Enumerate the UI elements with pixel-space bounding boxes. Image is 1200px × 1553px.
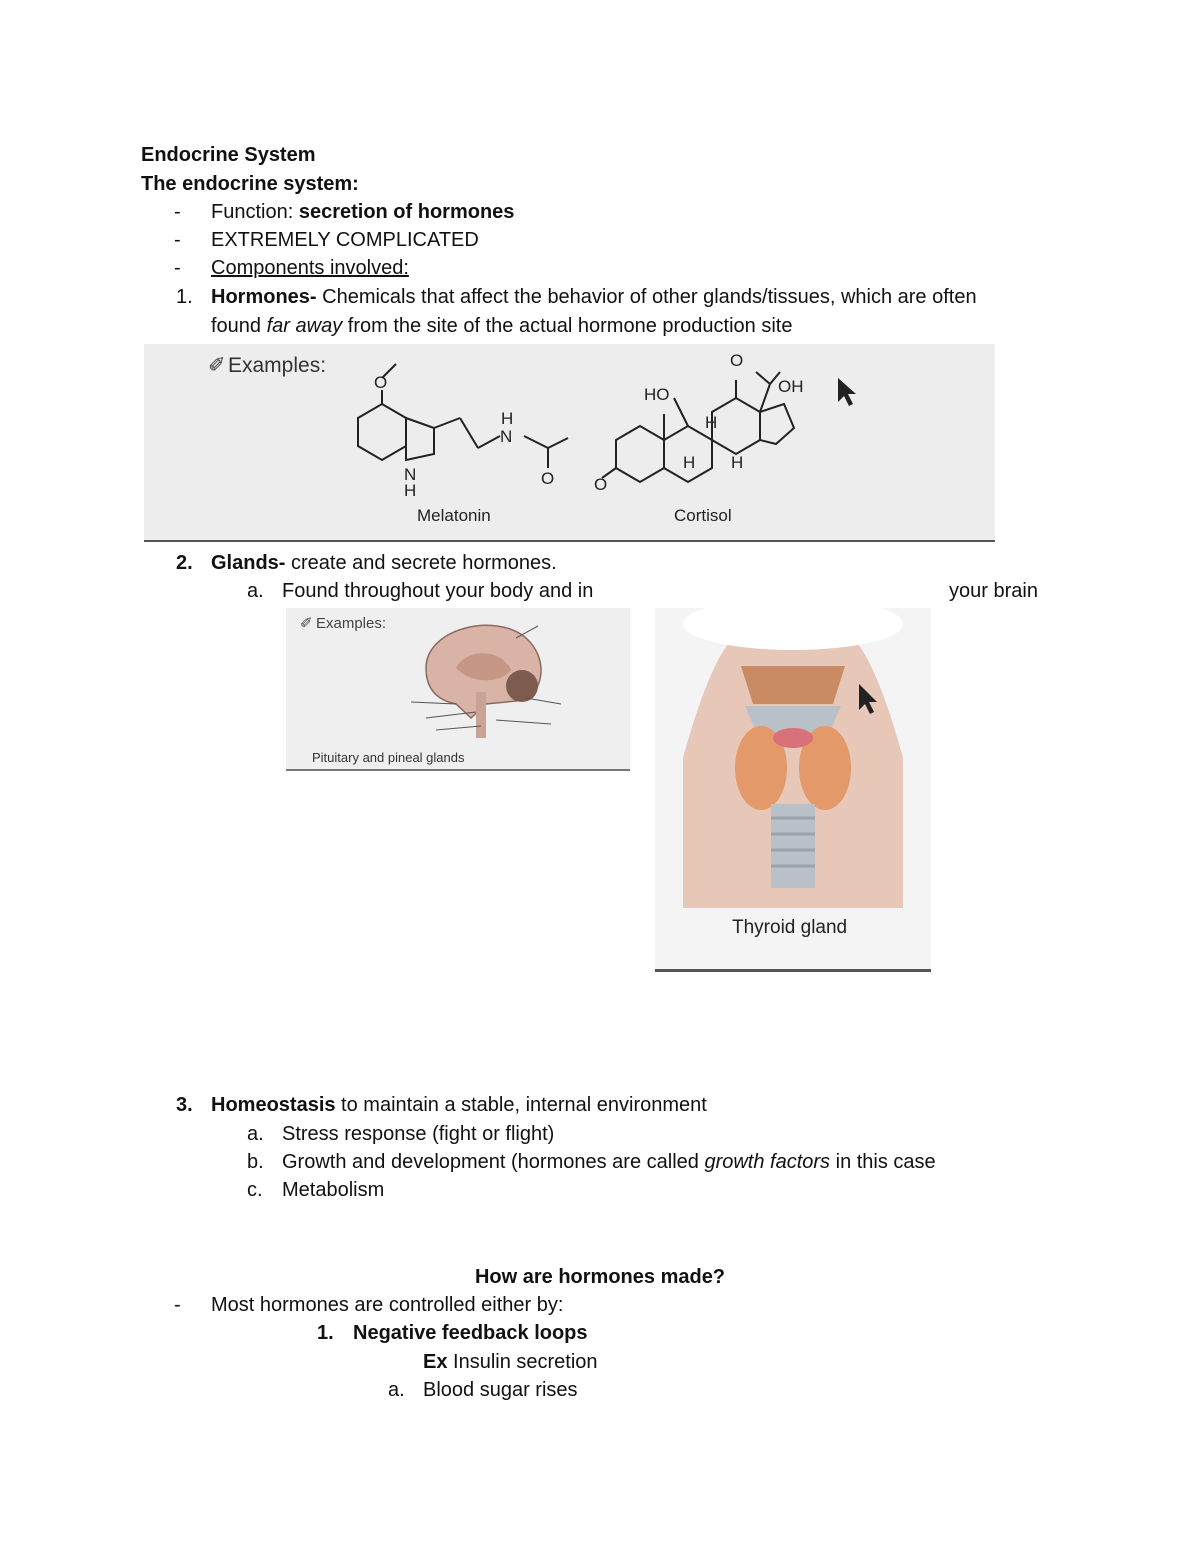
control-intro: Most hormones are controlled either by: <box>211 1294 564 1316</box>
hormones-text: from the site of the actual hormone production site <box>342 315 793 337</box>
examples-label: Examples: <box>228 354 327 377</box>
page-subtitle: The endocrine system: <box>141 173 359 195</box>
page-title: Endocrine System <box>141 144 316 166</box>
bullet-function <box>211 200 514 224</box>
hormones-definition <box>211 285 977 309</box>
example-label: Ex <box>423 1351 448 1373</box>
atom-label: O <box>594 475 608 494</box>
chin-shape <box>683 608 903 650</box>
sub-marker: a. <box>247 580 264 602</box>
sub-marker: a. <box>388 1379 405 1401</box>
hormones-definition-cont <box>211 314 792 338</box>
list-number: 3. <box>176 1094 193 1116</box>
growth-text: Growth and development (hormones are called <box>282 1151 705 1173</box>
metabolism: Metabolism <box>282 1179 385 1201</box>
atom-label: O <box>374 373 388 392</box>
atom-label: HO <box>644 385 670 404</box>
growth-text: in this case <box>830 1151 936 1173</box>
glands-sub-a: Found throughout your body and in <box>282 580 594 602</box>
glands-sub-a-tail: your brain <box>949 580 1038 602</box>
growth-factors-emphasis: growth factors <box>704 1151 831 1173</box>
stress-response: Stress response (fight or flight) <box>282 1123 555 1145</box>
bullet-dash: - <box>174 201 181 223</box>
bullet-complicated: EXTREMELY COMPLICATED <box>211 229 479 251</box>
hormones-text: found <box>211 315 267 337</box>
molecule-diagram <box>144 344 995 540</box>
growth-development <box>282 1150 936 1174</box>
bullet-components: Components involved: <box>211 257 409 279</box>
brainstem-shape <box>476 692 486 738</box>
melatonin-label: Melatonin <box>417 506 491 525</box>
homeostasis-definition <box>211 1093 707 1117</box>
insulin-example <box>423 1350 598 1374</box>
atom-label: H <box>683 453 696 472</box>
thyroid-figure <box>655 608 931 972</box>
hormones-text: Chemicals that affect the behavior of other glands/tissues, which are often <box>316 286 977 308</box>
glands-term: Glands- <box>211 552 286 574</box>
atom-label: H <box>501 409 514 428</box>
far-away-emphasis: far away <box>266 315 343 337</box>
glands-definition <box>211 551 557 575</box>
bullet-dash: - <box>174 229 181 251</box>
bullet-dash: - <box>174 257 181 279</box>
glands-text: create and secrete hormones. <box>285 552 557 574</box>
pencil-icon: ✐ <box>208 354 226 377</box>
cortisol-label: Cortisol <box>674 506 732 525</box>
sub-marker: a. <box>247 1123 264 1145</box>
function-value: secretion of hormones <box>298 201 515 223</box>
negative-feedback-title: Negative feedback loops <box>353 1322 588 1344</box>
blood-sugar-rises: Blood sugar rises <box>423 1379 578 1401</box>
pituitary-pineal-caption: Pituitary and pineal glands <box>312 750 465 765</box>
atom-label: H <box>404 481 417 500</box>
larynx-shape <box>741 666 845 704</box>
examples-label: Examples: <box>316 615 387 632</box>
bullet-dash: - <box>174 1294 181 1316</box>
example-text: Insulin secretion <box>447 1351 598 1373</box>
hormone-examples-figure <box>144 344 995 542</box>
cerebellum-shape <box>506 670 538 702</box>
atom-label: OH <box>778 377 804 396</box>
function-label: Function: <box>211 201 299 223</box>
atom-label: O <box>730 351 744 370</box>
isthmus-shape <box>773 728 813 748</box>
melatonin-structure <box>358 364 568 468</box>
atom-label: H <box>731 453 744 472</box>
list-number: 2. <box>176 552 193 574</box>
atom-label: O <box>541 469 555 488</box>
cortisol-structure <box>602 372 794 482</box>
list-number: 1. <box>176 286 193 308</box>
homeostasis-term: Homeostasis <box>211 1094 336 1116</box>
atom-label: N <box>404 465 417 484</box>
atom-label: N <box>500 427 513 446</box>
sub-marker: b. <box>247 1151 264 1173</box>
brain-diagram <box>286 608 630 769</box>
pencil-icon: ✐ <box>300 615 313 632</box>
section-heading: How are hormones made? <box>474 1266 726 1288</box>
list-number: 1. <box>317 1322 334 1344</box>
sub-marker: c. <box>247 1179 263 1201</box>
hormones-term: Hormones- <box>211 286 317 308</box>
pituitary-pineal-figure <box>286 608 630 771</box>
thyroid-diagram <box>655 608 931 969</box>
cursor-icon <box>838 378 856 406</box>
atom-label: H <box>705 413 718 432</box>
thyroid-caption: Thyroid gland <box>732 917 848 938</box>
homeostasis-text: to maintain a stable, internal environment <box>335 1094 707 1116</box>
